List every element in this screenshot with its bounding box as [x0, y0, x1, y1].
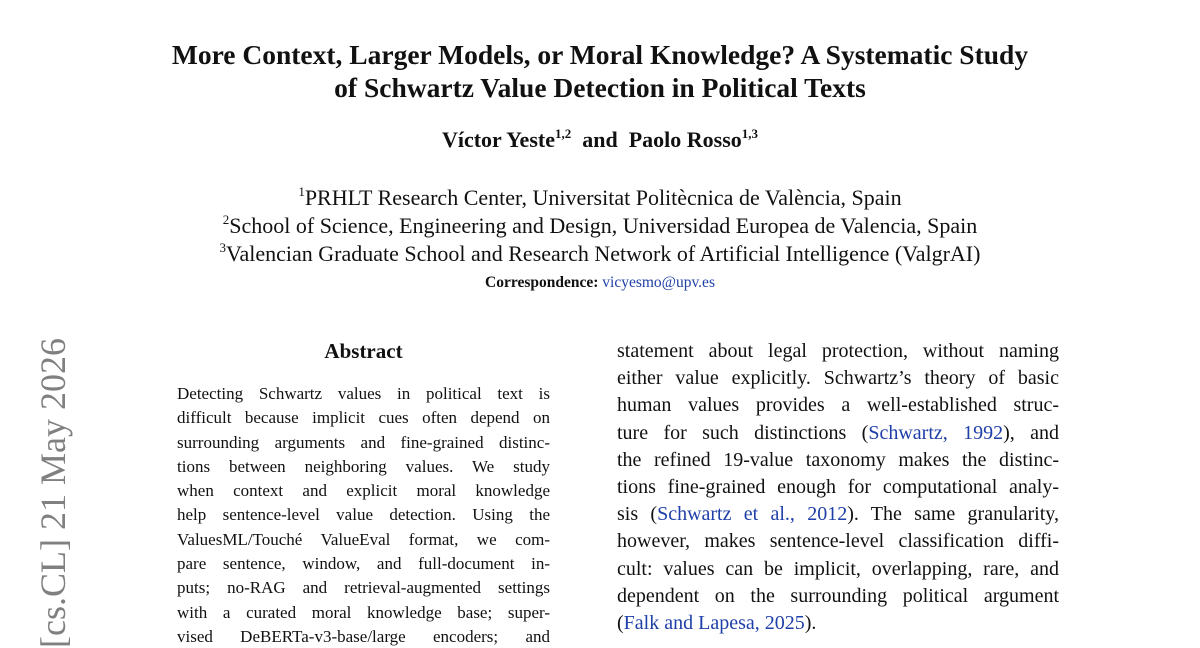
- abstract-heading: Abstract: [324, 339, 403, 363]
- abstract-line: puts; no-RAG and retrieval-augmented settings: [177, 578, 550, 598]
- affiliation-text: PRHLT Research Center, Universitat Politècnica de València, Spain: [304, 185, 902, 210]
- body-text: sis (: [617, 503, 658, 526]
- affiliation-text: School of Science, Engineering and Design, Universidad Europea de Valencia, Spain: [229, 213, 978, 238]
- body-line: [617, 501, 1059, 528]
- affiliation-line: [100, 240, 1100, 268]
- body-text: ).: [804, 612, 817, 635]
- author-name: Víctor Yeste: [441, 127, 555, 152]
- author-affiliation-marker: 1,2: [554, 126, 572, 141]
- body-text: ). The same granularity,: [847, 503, 1060, 526]
- author-separator: and: [582, 127, 618, 152]
- citation-link[interactable]: Falk and Lapesa, 2025: [623, 612, 805, 635]
- correspondence-label: Correspondence:: [485, 274, 599, 291]
- abstract-line: with a curated moral knowledge base; super-: [177, 602, 550, 622]
- arxiv-side-stamp: [cs.CL] 21 May 2026: [33, 338, 73, 648]
- right-column-text: [617, 338, 1059, 637]
- body-line: either value explicitly. Schwartz’s theory of basic: [617, 367, 1059, 390]
- author-list: [100, 126, 1100, 154]
- abstract-line: tions between neighboring values. We study: [177, 456, 550, 476]
- title-line-1: More Context, Larger Models, or Moral Knowledge? A Systematic Study: [171, 39, 1029, 70]
- citation-link[interactable]: Schwartz et al., 2012: [657, 503, 848, 526]
- correspondence: [100, 272, 1100, 294]
- abstract-line: Detecting Schwartz values in political text is: [177, 384, 550, 403]
- abstract-line: vised DeBERTa-v3-base/large encoders; and: [177, 626, 550, 646]
- affiliation-marker: 1: [298, 184, 305, 199]
- body-line: [617, 420, 1059, 447]
- body-line: [617, 610, 1059, 637]
- body-line: cult: values can be implicit, overlapping, rare, and: [617, 557, 1059, 580]
- author-name: Paolo Rosso: [628, 127, 742, 152]
- body-text: ), and: [1003, 421, 1059, 444]
- paper-title: [100, 38, 1100, 104]
- correspondence-email-link[interactable]: vicyesmo@upv.es: [602, 274, 715, 291]
- body-line: human values provides a well-established struc-: [617, 394, 1059, 417]
- abstract-line: when context and explicit moral knowledge: [177, 481, 550, 501]
- body-line: dependent on the surrounding political argument: [617, 584, 1059, 607]
- affiliation-marker: 3: [219, 240, 227, 255]
- abstract-body: [177, 382, 550, 648]
- affiliation-line: [100, 212, 1100, 240]
- body-text: (: [617, 612, 624, 635]
- title-line-2: of Schwartz Value Detection in Political Texts: [334, 72, 866, 103]
- citation-link[interactable]: Schwartz, 1992: [868, 421, 1004, 444]
- abstract-line: help sentence-level value detection. Using the: [177, 505, 550, 525]
- body-text: ture for such distinctions (: [617, 421, 869, 444]
- affiliation-line: [100, 184, 1100, 212]
- affiliation-marker: 2: [222, 212, 230, 227]
- body-line: the refined 19-value taxonomy makes the distinc-: [617, 448, 1059, 471]
- affiliations: [100, 184, 1100, 268]
- body-line: statement about legal protection, without naming: [617, 340, 1059, 362]
- body-line: tions fine-grained enough for computational analy-: [617, 476, 1059, 499]
- abstract-line: surrounding arguments and fine-grained distinc-: [177, 432, 550, 452]
- abstract-line: difficult because implicit cues often depend on: [177, 408, 550, 428]
- body-line: however, makes sentence-level classification diffi-: [617, 530, 1059, 553]
- author-affiliation-marker: 1,3: [741, 126, 759, 141]
- abstract-line: ValuesML/Touché ValueEval format, we com-: [177, 529, 550, 549]
- abstract-line: pare sentence, window, and full-document in-: [177, 554, 550, 574]
- affiliation-text: Valencian Graduate School and Research Network of Artificial Intelligence (ValgrAI): [226, 241, 981, 266]
